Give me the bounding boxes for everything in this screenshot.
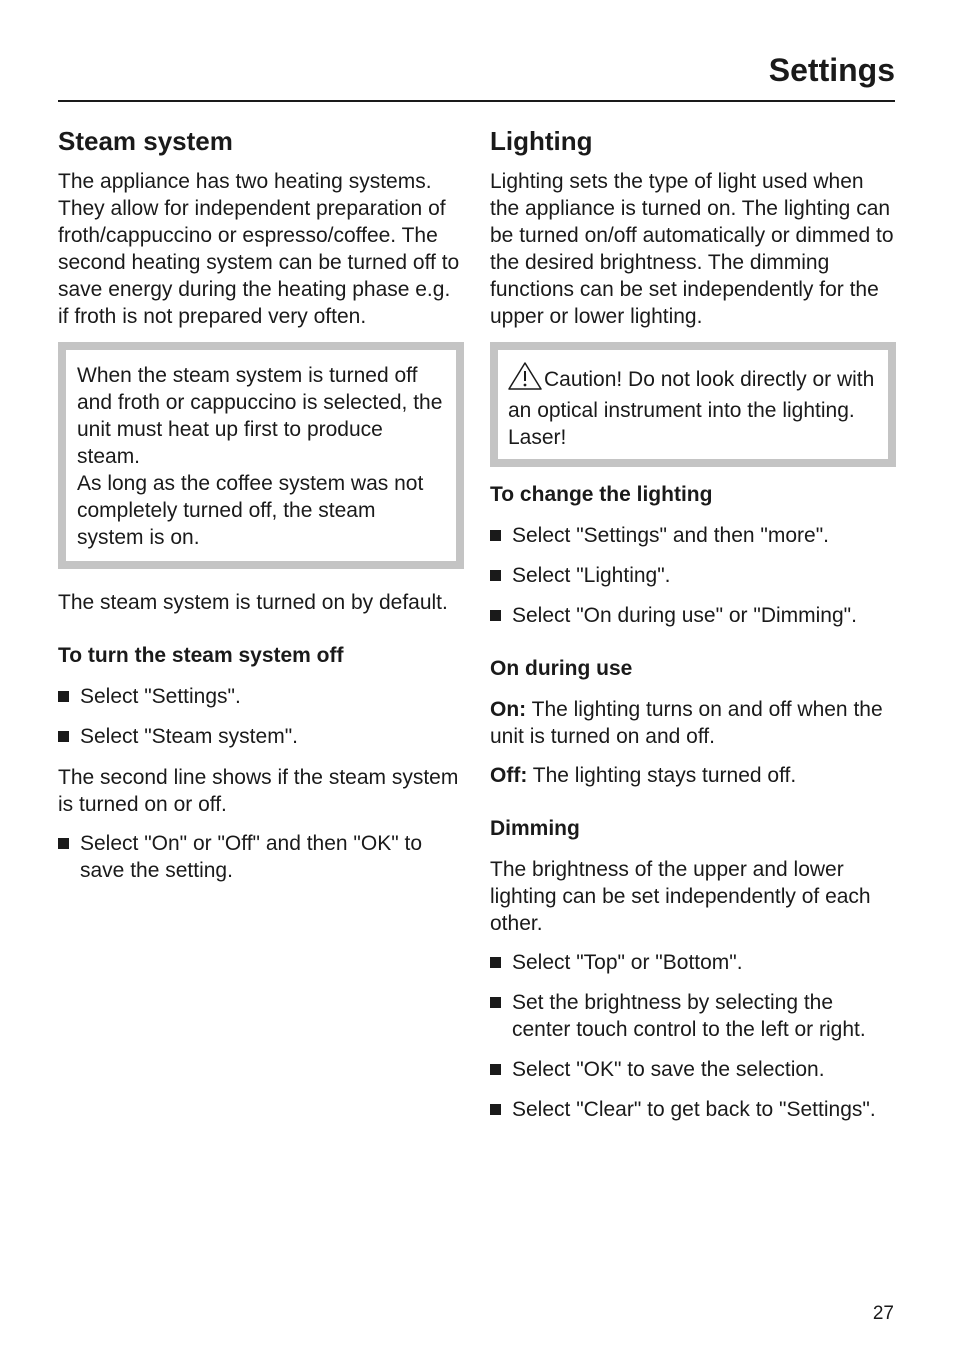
page-title: Settings — [768, 52, 895, 88]
list-item — [490, 1056, 896, 1083]
lighting-intro: Lighting sets the type of light used when the appliance is turned on. The lighting can be turned on/off automatically or dimmed to the desired brightness. The dimming functions can be set independently for the upper or lower lighting. — [490, 170, 894, 328]
list-item — [490, 989, 896, 1043]
bullet-square-icon — [490, 610, 501, 621]
change-lighting-steps-list — [490, 522, 896, 629]
bullet-square-icon — [58, 731, 69, 742]
step-text: Select "Clear" to get back to "Settings". — [512, 1098, 876, 1121]
bullet-square-icon — [58, 838, 69, 849]
on-description — [490, 696, 896, 750]
turn-off-steps-list — [58, 683, 464, 750]
caution-box — [490, 342, 896, 467]
steam-system-column — [58, 124, 464, 898]
turn-off-subheading: To turn the steam system off — [58, 644, 344, 667]
header-rule — [58, 100, 895, 102]
list-item — [58, 830, 464, 884]
list-item — [490, 602, 896, 629]
lighting-column — [490, 124, 896, 1137]
step-text: Select "Top" or "Bottom". — [512, 951, 743, 974]
bullet-square-icon — [490, 1104, 501, 1115]
step-text: Set the brightness by selecting the center touch control to the left or right. — [512, 991, 866, 1041]
on-label: On: — [490, 698, 527, 721]
off-text: The lighting stays turned off. — [527, 764, 797, 787]
step-text: Select "On" or "Off" and then "OK" to save the setting. — [80, 832, 423, 882]
steam-note-line-2: As long as the coffee system was not completely turned off, the steam system is on. — [77, 472, 424, 549]
bullet-square-icon — [490, 530, 501, 541]
lighting-heading: Lighting — [490, 126, 593, 156]
step-text: Select "Lighting". — [512, 564, 671, 587]
step-text: Select "Settings" and then "more". — [512, 524, 829, 547]
steam-system-intro: The appliance has two heating systems. They allow for independent preparation of froth/cappuccino or espresso/coffee. The second heating system can be turned off to save energy during the heating phase e.g. if froth is not prepared very often. — [58, 170, 460, 328]
bullet-square-icon — [490, 1064, 501, 1075]
list-item — [490, 562, 896, 589]
step-text: Select "Steam system". — [80, 725, 298, 748]
step-text: Select "OK" to save the selection. — [512, 1058, 825, 1081]
list-item — [58, 683, 464, 710]
warning-triangle-icon — [508, 362, 542, 397]
caution-paragraph — [508, 362, 878, 451]
steam-note-line-1: When the steam system is turned off and froth or cappuccino is selected, the unit must heat up first to produce steam. — [77, 364, 443, 468]
caution-text: Caution! Do not look directly or with an optical instrument into the lighting. Laser! — [508, 368, 875, 449]
on-text: The lighting turns on and off when the unit is turned on and off. — [490, 698, 883, 748]
bullet-square-icon — [490, 997, 501, 1008]
bullet-square-icon — [58, 691, 69, 702]
step-text: Select "Settings". — [80, 685, 241, 708]
list-item — [490, 1096, 896, 1123]
on-during-use-heading: On during use — [490, 657, 633, 680]
bullet-square-icon — [490, 957, 501, 968]
steam-system-heading: Steam system — [58, 126, 233, 156]
second-line-text: The second line shows if the steam system is turned on or off. — [58, 766, 459, 816]
change-lighting-heading: To change the lighting — [490, 483, 713, 506]
step-text: Select "On during use" or "Dimming". — [512, 604, 857, 627]
list-item — [58, 723, 464, 750]
turn-off-final-steps-list — [58, 830, 464, 884]
steam-note-box — [58, 342, 464, 569]
bullet-square-icon — [490, 570, 501, 581]
dimming-text: The brightness of the upper and lower lighting can be set independently of each other. — [490, 858, 871, 935]
off-label: Off: — [490, 764, 528, 787]
list-item — [490, 949, 896, 976]
steam-default-text: The steam system is turned on by default. — [58, 591, 448, 614]
dimming-heading: Dimming — [490, 817, 580, 840]
dimming-steps-list — [490, 949, 896, 1123]
list-item — [490, 522, 896, 549]
off-description — [490, 762, 896, 789]
page-number: 27 — [872, 1303, 894, 1324]
